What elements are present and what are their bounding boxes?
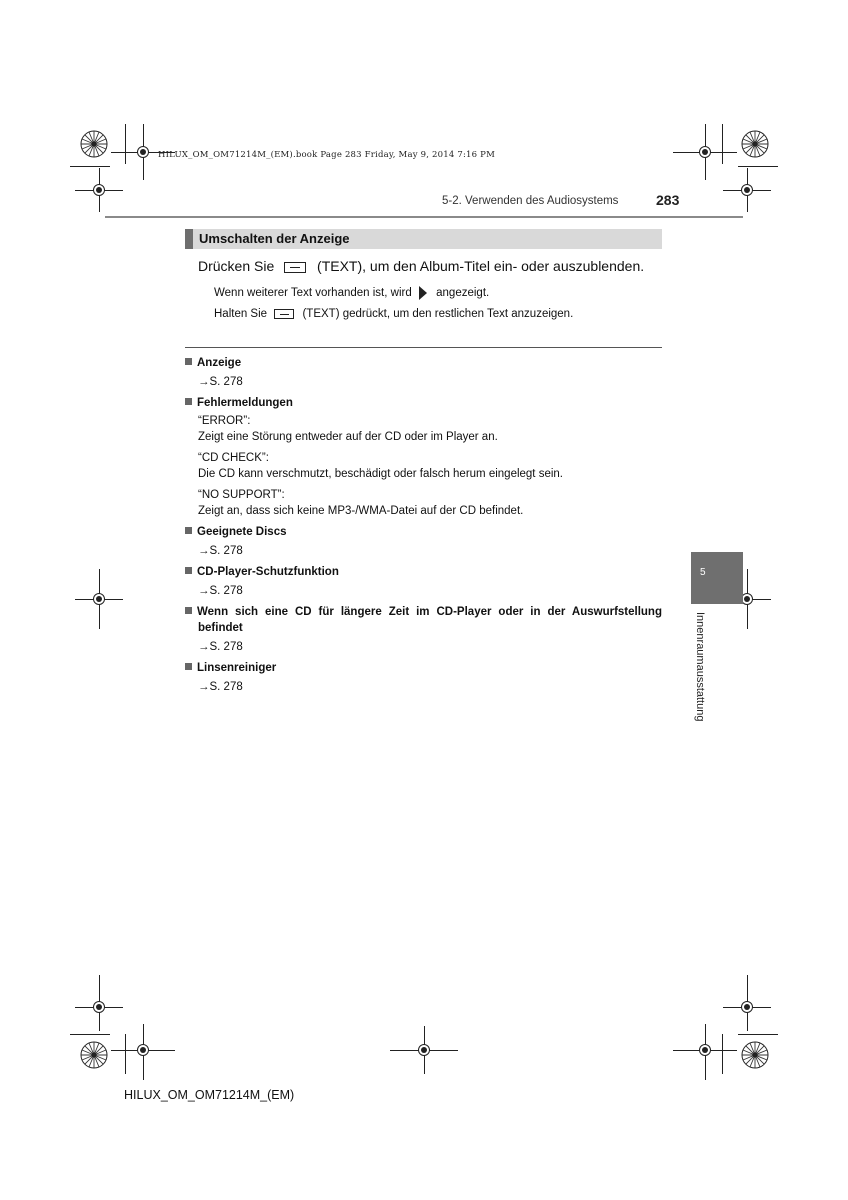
header-rule	[105, 216, 743, 218]
chapter-number: 5	[700, 567, 706, 578]
square-bullet-icon	[185, 527, 192, 534]
item-discs-ref: →S. 278	[198, 545, 243, 557]
file-info: HILUX_OM_OM71214M_(EM).book Page 283 Friday, May 9, 2014 7:16 PM	[158, 150, 495, 160]
square-bullet-icon	[185, 607, 192, 614]
square-bullet-icon	[185, 398, 192, 405]
note-line-2	[214, 308, 573, 320]
item-schutz-title: CD-Player-Schutzfunktion	[185, 566, 339, 578]
item-schutz-ref: →S. 278	[198, 585, 243, 597]
chapter-label: Innenraumausstattung	[694, 612, 706, 722]
item-linsen-title: Linsenreiniger	[185, 662, 276, 674]
note-line-1	[214, 286, 489, 300]
cdcheck-description: Die CD kann verschmutzt, beschädigt oder falsch herum eingelegt sein.	[198, 468, 563, 480]
item-auswurf-ref: →S. 278	[198, 641, 243, 653]
trim-line	[722, 1034, 723, 1074]
registration-sunburst-icon	[80, 130, 108, 158]
square-bullet-icon	[185, 663, 192, 670]
registration-sunburst-icon	[741, 130, 769, 158]
error-description: Zeigt eine Störung entweder auf der CD oder im Player an.	[198, 431, 498, 443]
right-triangle-icon	[419, 286, 427, 300]
item-anzeige-title: Anzeige	[185, 357, 241, 369]
instruction-line	[198, 258, 644, 274]
section-heading-text: Umschalten der Anzeige	[199, 231, 350, 246]
square-bullet-icon	[185, 358, 192, 365]
item-linsen-ref: →S. 278	[198, 681, 243, 693]
note-1-post: angezeigt.	[436, 287, 490, 300]
section-title: 5-2. Verwenden des Audiosystems	[442, 195, 619, 207]
item-discs-title: Geeignete Discs	[185, 526, 286, 538]
nosupport-description: Zeigt an, dass sich keine MP3-/WMA-Datei auf der CD befindet.	[198, 505, 524, 517]
item-auswurf-title: Wenn sich eine CD für längere Zeit im CD-Player oder in der Auswurfstellung	[185, 606, 662, 618]
section-heading	[185, 229, 662, 249]
trim-line	[722, 124, 723, 164]
chapter-tab	[691, 552, 743, 604]
footer-code: HILUX_OM_OM71214M_(EM)	[124, 1088, 295, 1102]
nosupport-code: “NO SUPPORT”:	[198, 489, 285, 501]
instruction-pre: Drücken Sie	[198, 258, 275, 274]
trim-line	[70, 1034, 110, 1035]
trim-line	[70, 166, 110, 167]
error-code: “ERROR”:	[198, 415, 251, 427]
trim-line	[125, 124, 126, 164]
item-fehlermeldungen-title: Fehlermeldungen	[185, 397, 293, 409]
page-number: 283	[656, 192, 680, 208]
square-bullet-icon	[185, 567, 192, 574]
item-auswurf-title-line2: befindet	[198, 622, 243, 634]
instruction-post: (TEXT), um den Album-Titel ein- oder auszublenden.	[317, 258, 645, 274]
note-2-post: (TEXT) gedrückt, um den restlichen Text anzuzeigen.	[302, 308, 574, 320]
trim-line	[738, 1034, 778, 1035]
registration-sunburst-icon	[80, 1041, 108, 1069]
section-divider	[185, 347, 662, 348]
text-button-icon	[284, 262, 306, 273]
note-2-pre: Halten Sie	[214, 308, 268, 320]
cdcheck-code: “CD CHECK”:	[198, 452, 269, 464]
trim-line	[738, 166, 778, 167]
text-button-icon	[274, 309, 294, 319]
registration-sunburst-icon	[741, 1041, 769, 1069]
note-1-pre: Wenn weiterer Text vorhanden ist, wird	[214, 287, 412, 300]
trim-line	[125, 1034, 126, 1074]
item-anzeige-ref: →S. 278	[198, 376, 243, 388]
